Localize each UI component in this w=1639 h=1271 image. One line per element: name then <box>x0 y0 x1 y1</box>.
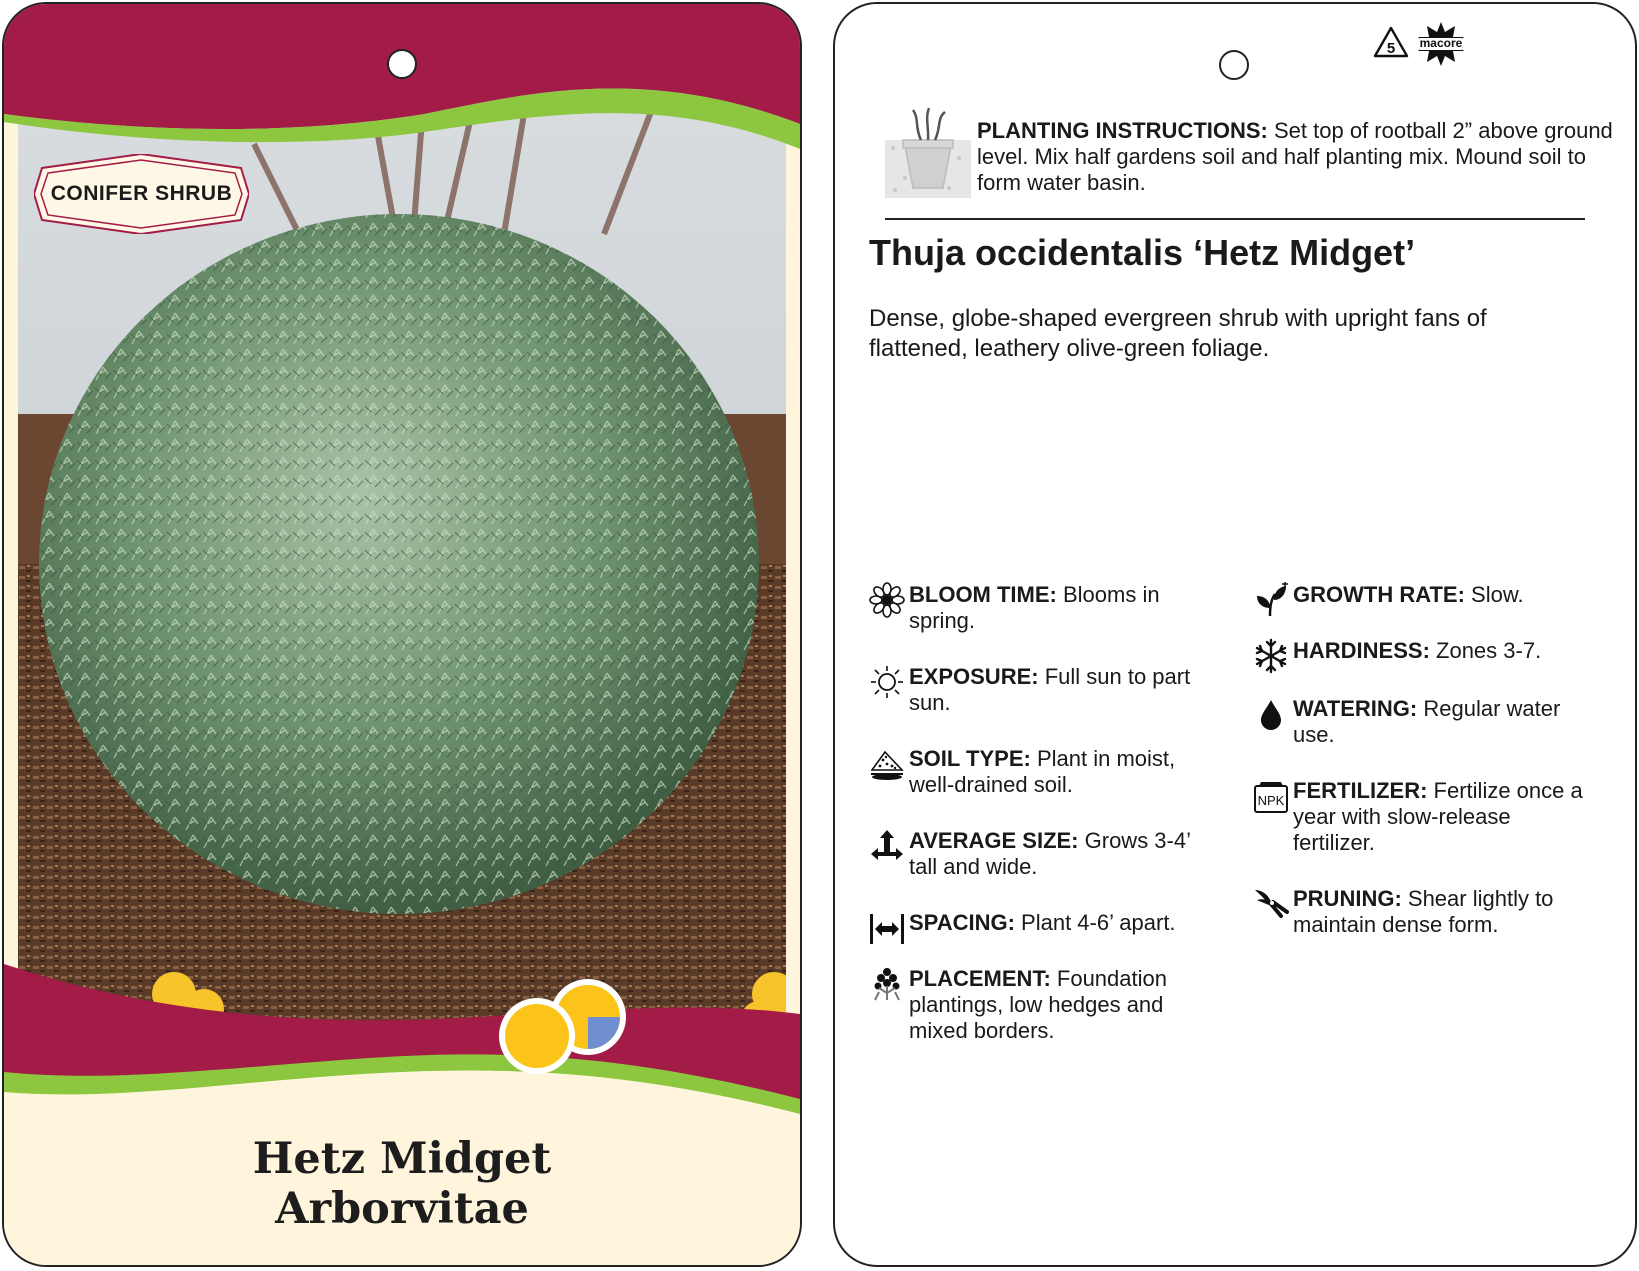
attr-value: Blooms in spring. <box>909 582 1160 633</box>
attr-label: WATERING: <box>1293 696 1418 721</box>
attr-value: Fertilize once a year with slow-release fertilizer. <box>1293 778 1583 855</box>
attr-label: PRUNING: <box>1293 886 1402 911</box>
attr-label: FERTILIZER: <box>1293 778 1428 803</box>
attr-value: Plant in moist, well-drained soil. <box>909 746 1176 797</box>
hang-hole <box>387 49 417 79</box>
attr-value: Slow. <box>1464 582 1524 607</box>
npk-icon <box>1253 778 1289 814</box>
front-card <box>2 2 802 1267</box>
pot-icon <box>885 108 971 198</box>
size-icon <box>869 828 905 864</box>
attr-value: Zones 3-7. <box>1429 638 1542 663</box>
planting-text <box>977 118 1617 196</box>
planting-label: PLANTING INSTRUCTIONS: <box>977 118 1268 143</box>
attr-label: HARDINESS: <box>1293 638 1430 663</box>
svg-text:5: 5 <box>1386 40 1396 57</box>
attr-label: EXPOSURE: <box>909 664 1039 689</box>
soil-icon <box>869 746 905 782</box>
placement-icon <box>869 966 905 1002</box>
macore-logo <box>1415 20 1467 68</box>
attr-label: PLACEMENT: <box>909 966 1051 991</box>
svg-text:NPK: NPK <box>1257 793 1285 808</box>
attr-value: Foundation plantings, low hedges and mixed borders. <box>909 966 1167 1043</box>
hang-hole <box>1219 50 1249 80</box>
pruners-icon <box>1253 886 1289 922</box>
attr-value: Plant 4-6’ apart. <box>1014 910 1176 935</box>
attr-value: Grows 3-4’ tall and wide. <box>909 828 1191 879</box>
attr-value: Full sun to part sun. <box>909 664 1191 715</box>
attr-label: SOIL TYPE: <box>909 746 1031 771</box>
divider <box>885 218 1585 220</box>
botanical-name: Thuja occidentalis ‘Hetz Midget’ <box>869 232 1416 273</box>
attr-label: SPACING: <box>909 910 1015 935</box>
planting-body: Set top of rootball 2” above ground level. Mix half gardens soil and half planting mix. Mound soil to form water basin. <box>977 118 1613 195</box>
back-card <box>833 2 1637 1267</box>
attr-label: AVERAGE SIZE: <box>909 828 1079 853</box>
recycle-icon <box>1371 24 1411 64</box>
spacing-icon <box>869 910 905 946</box>
badge-label: CONIFER SHRUB <box>50 182 233 205</box>
attr-label: BLOOM TIME: <box>909 582 1057 607</box>
macore-text: macore <box>1419 36 1463 50</box>
attr-value: Shear lightly to maintain dense form. <box>1293 886 1554 937</box>
sprout-icon <box>1253 582 1289 618</box>
flower-icon <box>869 582 905 618</box>
water-drop-icon <box>1253 696 1289 732</box>
attr-value: Regular water use. <box>1293 696 1561 747</box>
plant-description: Dense, globe-shaped evergreen shrub with upright fans of flattened, leathery olive-green foliage. <box>869 305 1487 362</box>
common-name-line2: Arborvitae <box>275 1184 529 1234</box>
common-name-line1: Hetz Midget <box>252 1134 552 1184</box>
snowflake-icon <box>1253 638 1289 674</box>
category-badge <box>34 154 249 234</box>
attr-label: GROWTH RATE: <box>1293 582 1465 607</box>
sun-icon <box>869 664 905 700</box>
